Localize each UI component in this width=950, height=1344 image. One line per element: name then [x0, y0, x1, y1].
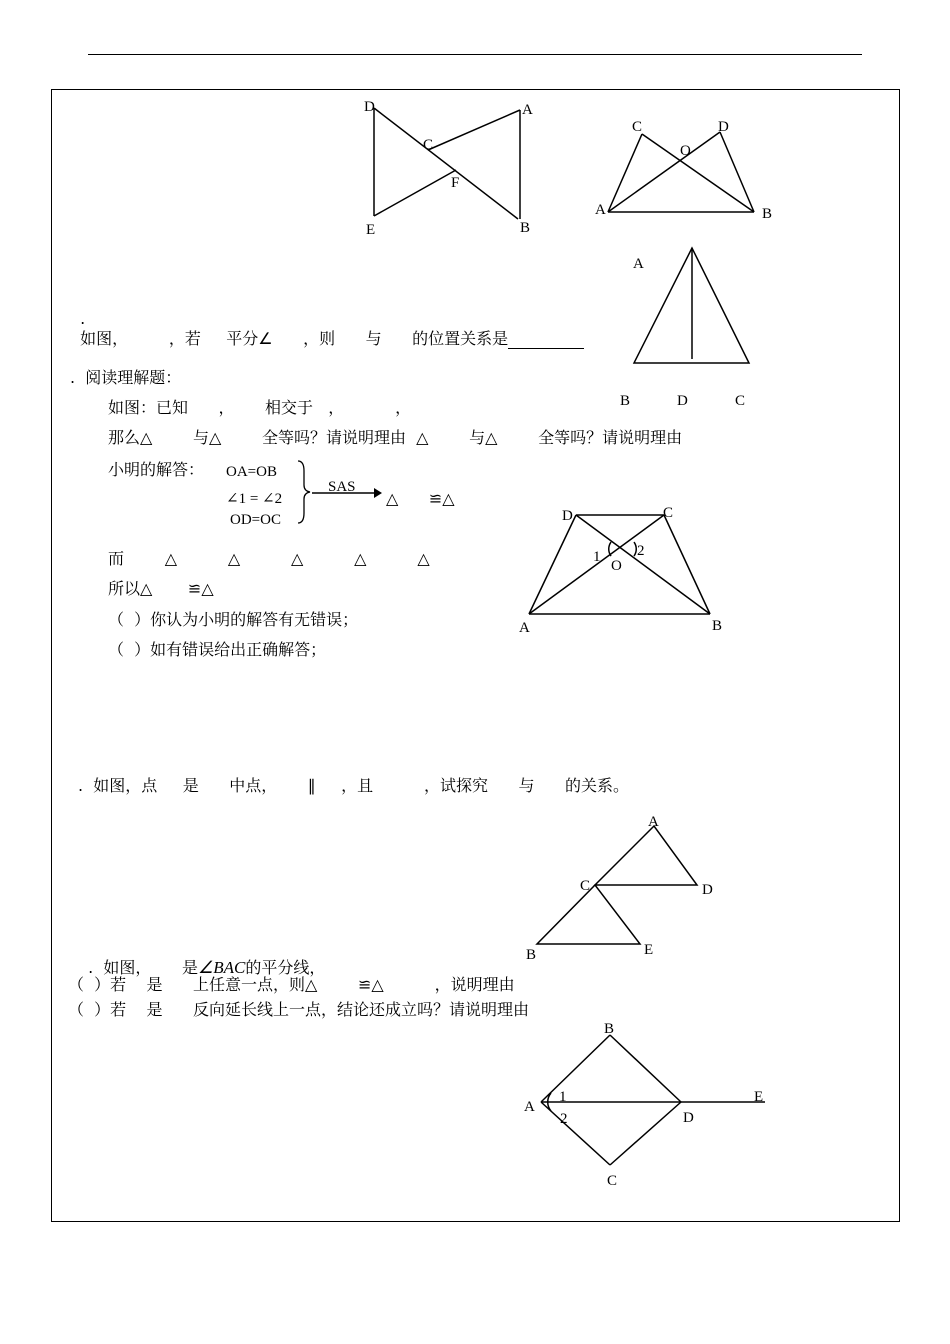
angle-bac: ∠BAC [197, 958, 246, 977]
reading-line-suoyi: 所以△ ≌△ [108, 579, 214, 598]
label: A [595, 202, 606, 218]
arrow-icon [312, 487, 384, 499]
reading-title: . 阅读理解题： [70, 368, 182, 387]
reading-line1: 如图：已知 ， 相交于 ， ， [108, 398, 412, 417]
figure-kite [515, 1015, 775, 1195]
header-rule [88, 54, 862, 55]
reading-part1: （ ）你认为小明的解答有无错误； [108, 610, 359, 629]
label: F [451, 175, 460, 191]
label: B [620, 393, 631, 409]
label: A [522, 102, 533, 118]
figure-crossing [590, 112, 790, 227]
label: 1 [559, 1089, 567, 1105]
question-bisector [70, 289, 584, 349]
label: 2 [637, 543, 645, 559]
label: C [735, 393, 746, 409]
label: 2 [560, 1111, 568, 1127]
question-midpoint: . 如图，点 是 中点， ∥ ，且 ，试探究 与 的关系。 [78, 776, 630, 795]
label: O [611, 558, 622, 574]
question-text: 如图， ，若 平分∠ ，则 与 的位置关系是 [80, 329, 509, 348]
label: A [519, 620, 530, 636]
label: D [718, 119, 729, 135]
label: B [526, 947, 537, 960]
figure-bowtie [350, 92, 550, 242]
figure-isosceles [615, 245, 775, 415]
label: E [644, 942, 654, 958]
label: C [607, 1173, 618, 1189]
condition-oa-ob: OA=OB [226, 464, 277, 480]
label: D [702, 882, 713, 898]
answer-label: 小明的解答： [108, 460, 205, 479]
sas-conclusion: △ ≌△ [386, 489, 455, 508]
sas-label: SAS [328, 479, 356, 495]
label: B [762, 206, 773, 222]
label: 1 [593, 549, 601, 565]
condition-od-oc: OD=OC [230, 512, 281, 528]
reading-line-er: 而 △ △ △ △ △ [108, 549, 430, 568]
label: C [663, 505, 674, 521]
label: C [632, 119, 643, 135]
label: E [366, 222, 376, 238]
label: D [683, 1110, 694, 1126]
frame-inner-rule [899, 92, 900, 1220]
figure-two-triangles [520, 810, 730, 960]
answer-blank [508, 334, 584, 349]
question-text: . 如图， 是 [88, 958, 198, 977]
reading-part2: （ ）如有错误给出正确解答； [108, 640, 327, 659]
angle-bisector-part1: （ ）若 是 上任意一点，则△ ≌△ ，说明理由 [68, 975, 515, 994]
brace [296, 459, 312, 525]
label: B [712, 618, 723, 634]
label: B [604, 1021, 615, 1037]
label: B [520, 220, 531, 236]
label: C [580, 878, 591, 894]
label: A [648, 814, 659, 830]
figure-trapezoid [510, 500, 740, 640]
label: A [633, 256, 644, 272]
label: A [524, 1099, 535, 1115]
label: D [562, 508, 573, 524]
angle-bisector-part2: （ ）若 是 反向延长线上一点，结论还成立吗？请说明理由 [68, 1000, 530, 1019]
label: E [754, 1089, 764, 1105]
reading-line2: 那么△ 与△ 全等吗？请说明理由 △ 与△ 全等吗？请说明理由 [108, 428, 683, 447]
question-number: . [80, 309, 86, 328]
label: D [677, 393, 688, 409]
label: C [423, 137, 434, 153]
label: O [680, 143, 691, 159]
question-text-end: 的平分线， [245, 958, 326, 977]
condition-angles: ∠1 = ∠2 [226, 491, 283, 507]
question-angle-bisector [78, 938, 325, 978]
label: D [364, 99, 375, 115]
